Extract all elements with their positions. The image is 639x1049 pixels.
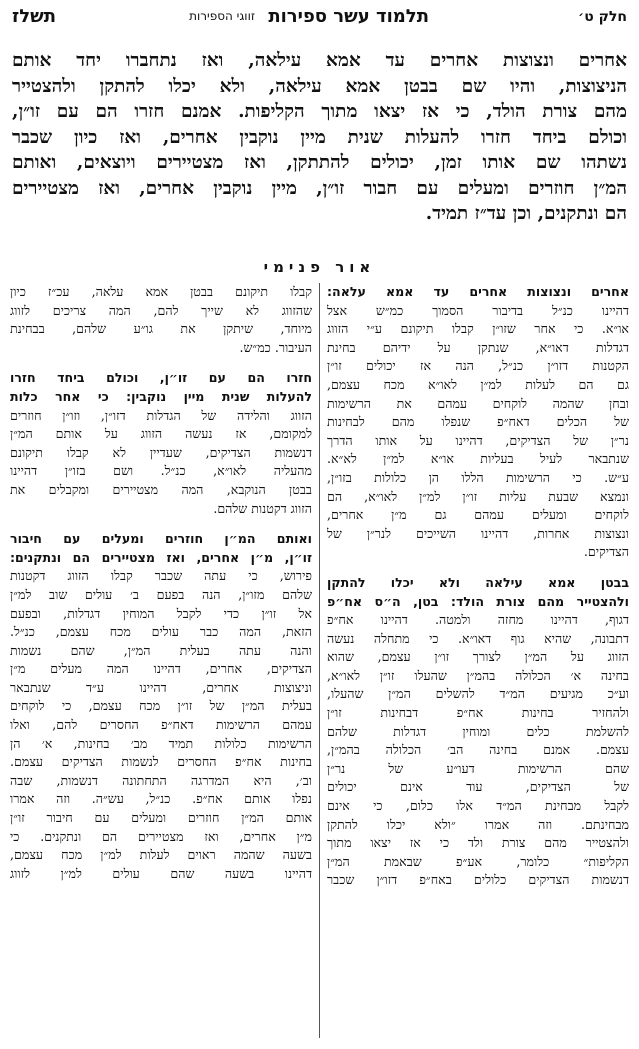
commentary-line: דגדלות דאו״א, שנתקן על ידיהם בחינת (327, 339, 629, 355)
commentary-line: הזווג והלידה של הגדלות דזו״ן, וזו״ן חוזרים (10, 407, 312, 423)
commentary-line: והנה עתה בעלית המ״ן, שהם נשמות (10, 642, 312, 658)
commentary-line: בשעה שהמה ראוים לעלות למ״ן מכח עצמם, (10, 847, 312, 863)
commentary-line: ולהצטייר מהם צורת ולד כי אז יצאו מתוך (327, 835, 629, 851)
commentary-line: הרשימות כלולות תמיד מב׳ בחינות, א׳ הן (10, 735, 312, 751)
commentary-line: וע״כ מגיעים המ״ד להשלים המ״ן שהעלו, (327, 686, 629, 702)
commentary-line: דנשמות הצדיקים כלולים באח״פ דזו״ן שכבר (327, 872, 629, 888)
header-part: חלק ט׳ (578, 9, 627, 25)
commentary-line: דתבונה, שהיא גוף דאו״א. כי מתחלה נעשה (327, 630, 629, 646)
commentary-line: הקליפות״ כלומר, אע״פ שבאמת המ״ן (327, 853, 629, 869)
commentary-line: גם הם לעלות למ״ן לאו״א מכח עצמם, (327, 376, 629, 392)
commentary-line: ונמצא שבעת עליות זו״ן למ״ן לאו״א, הם (327, 488, 629, 504)
commentary-line: שלהם מזו״ן, הנה בפעם ב׳ עולים שוב למ״ן (10, 586, 312, 602)
commentary-line: שנתבאר לעיל בעליות או״א למ״ן לא״א. (327, 451, 629, 467)
commentary-line: נר״ן של הצדיקים, דהיינו על אותו הדרך (327, 432, 629, 448)
main-text (12, 48, 627, 227)
commentary-line: דגוף, דהיינו מחזה ולמטה. דהיינו אח״פ (327, 612, 629, 628)
commentary-line: הקטנות דזו״ן כנ״ל, הנה אז יכולים זו״ן (327, 358, 629, 374)
commentary-line: להשלמת כלים ומוחין דגדלות שלהם (327, 723, 629, 739)
commentary-line: בעלית המ״ן של זו״ן מכח עצמם, כי לוקחים (10, 698, 312, 714)
commentary-line: דהיינו בשעה שהם עולים למ״ן לזווג (10, 865, 312, 881)
commentary-line: בבטן הנוקבא, המה מצטיירים ומקבלים את (10, 481, 312, 497)
commentary-line: וניצוצות אחרים, דהיינו ע״ד שנתבאר (10, 679, 312, 695)
main-text-line: אחרים ונצוצות אחרים עד אמא עילאה, ואז נתחברו יחד אותם (12, 50, 627, 71)
commentary-heading-line: בבטן אמא עילאה ולא יכלו להתקן (327, 574, 629, 590)
main-text-line: וכולם ביחד חזרו להעלות שנית מיין נוקבין אחרים, ואז כיון שכבר (12, 126, 627, 148)
main-text-line: המ״ן חוזרים ומעלים עם חבור זו״ן, מיין נוקבין אחרים, ואז מצטיירים (12, 177, 627, 199)
commentary-line: של הצדיקים, עוד אינם יכולים (327, 779, 629, 795)
commentary-line: נפלו אותם אח״פ. כנ״ל, עש״ה. וזה אמרו (10, 791, 312, 807)
main-text-line: נשתהו שם אותו זמן, יכולים להתתקן, ואז מצטיירים ויוצאים, ואותם (12, 152, 627, 173)
commentary-line: אל זו״ן כדי לקבל המוחין דגדלות, ובפעם (10, 605, 312, 621)
header-section: זווגי הספירות (189, 9, 255, 23)
commentary-line: הזווג דקטנות שלהם. (213, 500, 312, 516)
column-divider (319, 283, 320, 1038)
commentary-line: דהיינו כנ״ל בדיבור הסמוך כמ״ש אצל (327, 302, 629, 318)
commentary-line: אותם המ״ן חוזרים ומעלים עם חיבור זו״ן (10, 810, 312, 826)
commentary-line: שהם הרשימות דעו״ע של נר״ן (327, 760, 629, 776)
commentary-line: עצמם. אמנם בחינה הב׳ הכלולה בהמ״ן, (327, 742, 629, 758)
running-header (12, 6, 627, 30)
commentary-line: בחינה א׳ הכלולה בהמ״ן שהעלו זו״ן לאו״א, (327, 667, 629, 683)
commentary-line: של הכלים דאח״פ שנפלו מהם לבחינות (327, 414, 629, 430)
commentary-line: ונצוצות אחרות, דהיינו השייכים לנר״ן של (327, 525, 629, 541)
commentary-heading-line: אחרים ונצוצות אחרים עד אמא עלאה: (327, 284, 629, 299)
commentary-line: מבחינתם. וזה אמרו ״ולא יכלו להתקן (327, 816, 629, 832)
commentary-line: פירוש, כי עתה שכבר קבלו הזווג דקטנות (10, 568, 312, 584)
paragraph-gap (10, 357, 312, 369)
main-text-line: מהם צורת הולד, כי אז יצאו מתוך הקליפות. אמנם חזרו הם עם זו״ן, (12, 101, 627, 122)
commentary-heading-line: ולהצטייר מהם צורת הולד: בטן, ה״ס אח״פ (327, 593, 629, 609)
main-text-line: הם ונתקנים, וכן עד״ז תמיד. (425, 203, 627, 224)
commentary-heading-line: ואותם המ״ן חוזרים ומעלים עם חיבור (10, 531, 312, 547)
commentary-line: הזאת, המה כבר עולים מכח עצמם, כנ״ל. (10, 624, 312, 640)
paragraph-gap (10, 518, 312, 530)
commentary-left-column (10, 283, 312, 1038)
commentary-line: לוקחים ומעלים עמהם גם מ״ן אחרים, (327, 507, 629, 523)
commentary-line: לקבל מבחינת המ״ד אלו כלום, כי אינם (327, 798, 629, 814)
commentary-heading-line: חזרו הם עם זו״ן, וכולם ביחד חזרו (10, 370, 312, 386)
commentary-line: למקומם, אז נעשה הזווג על אותם המ״ן (10, 426, 312, 442)
commentary-line: הצדיקים, אחרים, דהיינו המה מעלים מ״ן (10, 661, 312, 677)
commentary-right-column (327, 283, 629, 1038)
commentary-line: בחינות אח״פ החסרים לנשמות הצדיקים עצמם. (10, 754, 312, 770)
commentary-line: ולהחזיר בחינות אח״פ דבחינות זו״ן (327, 705, 629, 721)
header-page-number: תשלז (12, 6, 57, 27)
main-text-line: הניצוצות, והיו שם בבטן אמא עילאה, ולא יכלו להתקן ולהצטייר (12, 75, 627, 97)
commentary-line: עמהם הרשימות דאח״פ החסרים להם, ואלו (10, 717, 312, 733)
commentary-line: מ״ן אחרים, ואז מצטיירים הם ונתקנים. כי (10, 828, 312, 844)
commentary-line: מהעליה לאו״א, כנ״ל. ושם בזו״ן דהיינו (10, 463, 312, 479)
commentary-heading-line: זו״ן, מ״ן אחרים, ואז מצטיירים הם ונתקנים: (10, 549, 312, 565)
commentary-line: ובחן שהמה לוקחים עמהם את הרשימות (327, 395, 629, 411)
paragraph-gap (327, 562, 629, 574)
commentary-heading-line: להעלות שנית מיין נוקבין: כי אחר כלות (10, 388, 312, 404)
commentary-line: דנשמות הצדיקים, שעדיין לא קבלו תיקונם (10, 444, 312, 460)
commentary-line: הזווג על המ״ן לצורך זו״ן עצמם, שהוא (327, 649, 629, 665)
commentary-line: או״א. כי אחר שזו״ן קבלו תיקונם ע״י הזווג (327, 321, 629, 337)
commentary-line: הצדיקים. (583, 544, 629, 560)
commentary-line: מיוחד, שיתקן את גו״ע שלהם, בבחינת (10, 321, 312, 337)
commentary-line: וב׳, היא המדרגה התחתונה דנשמות, שבה (10, 772, 312, 788)
commentary-line: העיבור. כמ״ש. (239, 339, 312, 355)
commentary-line: שהזווג לא שייך להם, המה צריכים לזווג (10, 302, 312, 318)
commentary-line: קבלו תיקונם בבטן אמא עלאה, עכ״ז כיון (10, 284, 312, 299)
commentary-line: ע״ש. כי הרשימות הללו הן כלולות בזו״ן, (327, 469, 629, 485)
commentary-title: אור פנימי (263, 258, 376, 276)
header-title: תלמוד עשר ספירות (268, 6, 429, 27)
